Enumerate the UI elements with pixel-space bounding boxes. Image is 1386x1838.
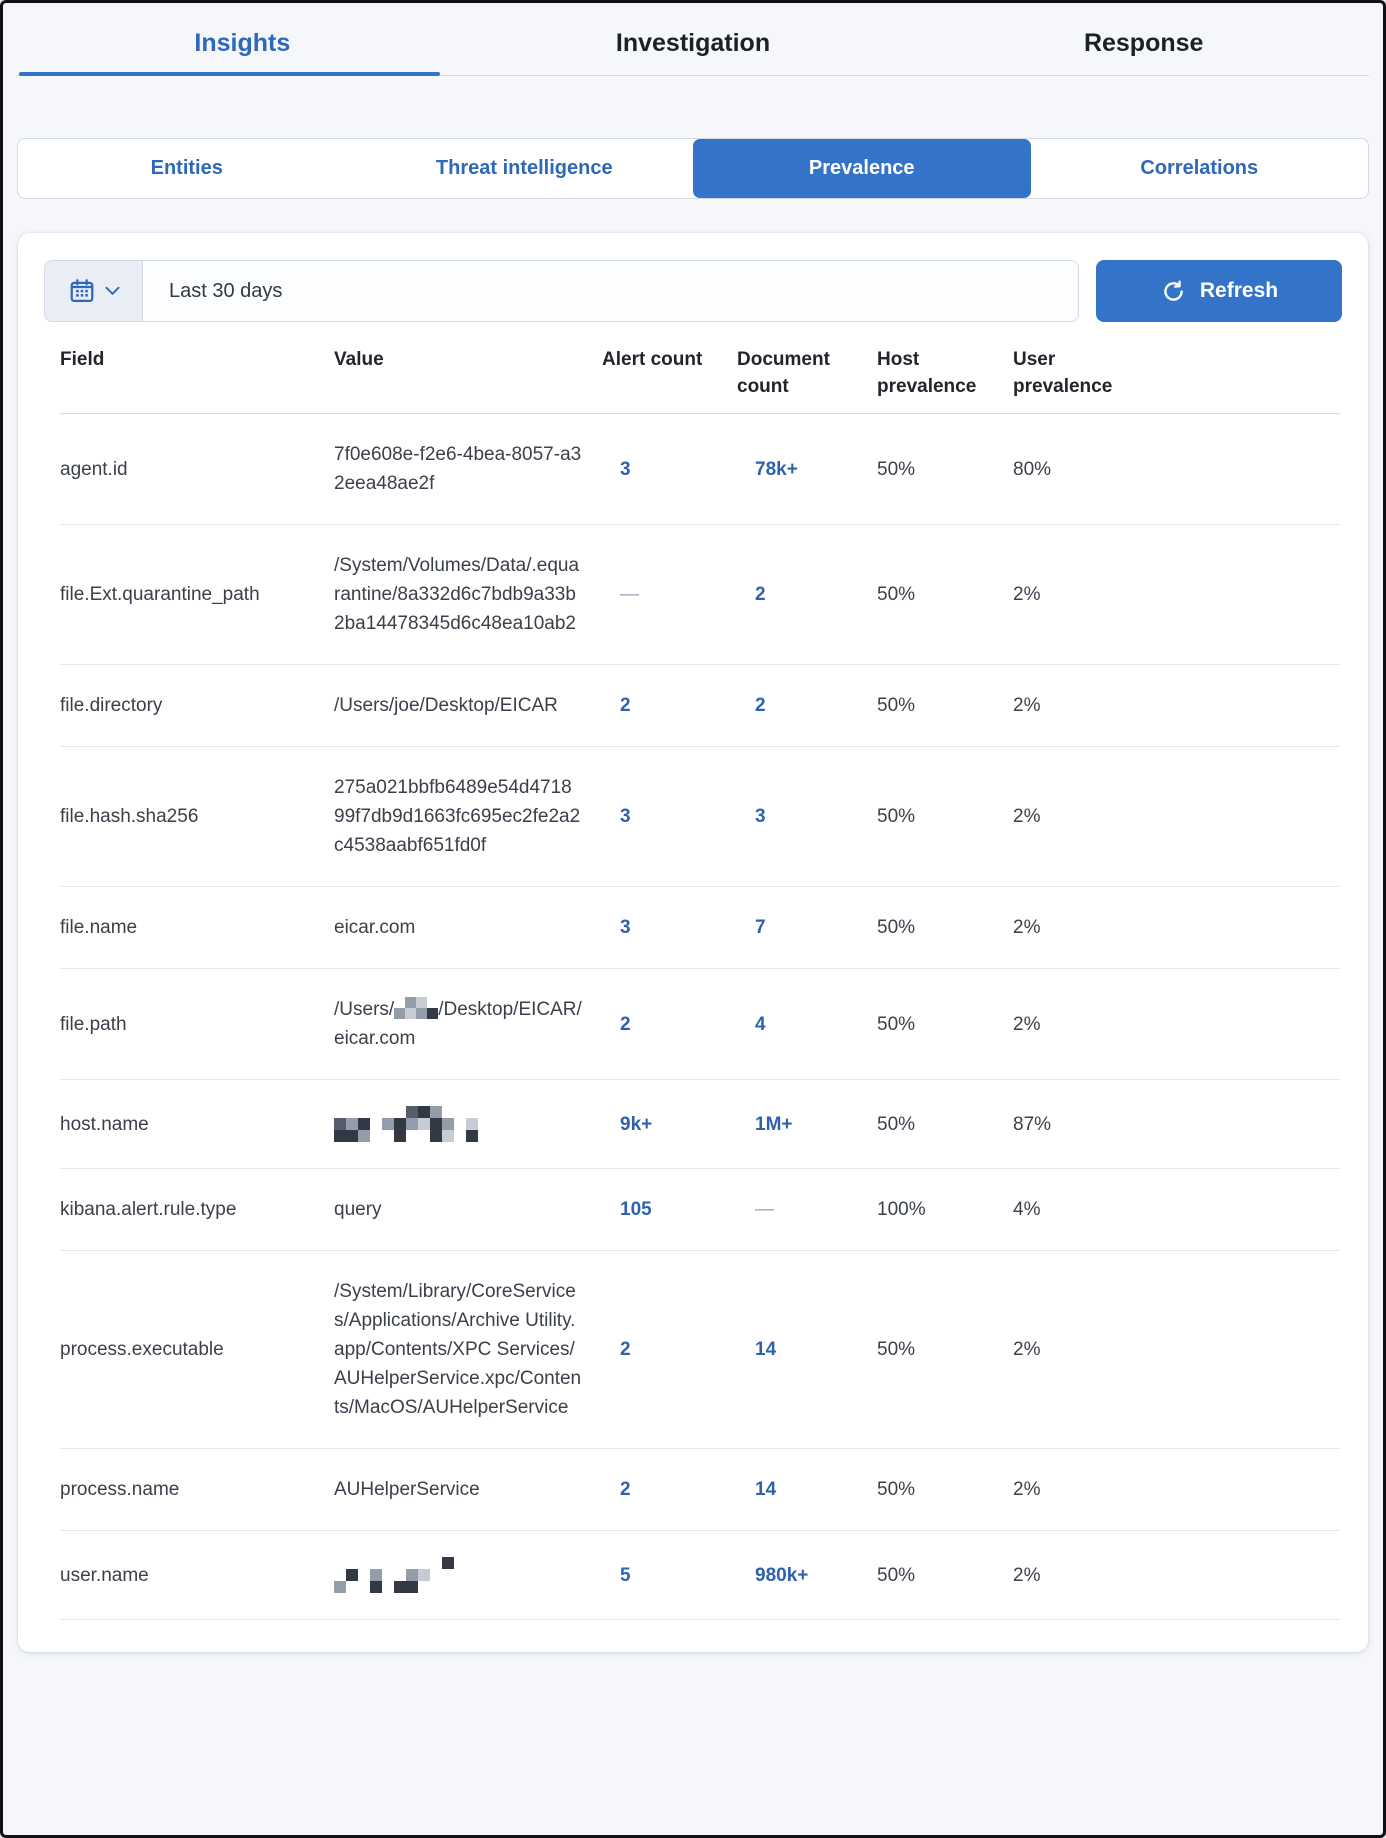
table-body	[60, 414, 1340, 1620]
value-text: /Users/joe/Desktop/EICAR	[334, 695, 558, 716]
value-text: /Users/	[334, 999, 395, 1020]
value-cell	[334, 1195, 582, 1224]
user-prevalence-cell: 2%	[1013, 917, 1041, 938]
column-header-user-prevalence: User prevalence	[1013, 349, 1113, 397]
alert-count-link[interactable]: 5	[620, 1564, 631, 1586]
redacted-host-value	[334, 1106, 490, 1142]
document-count-link[interactable]: 78k+	[755, 458, 798, 480]
alert-count-cell	[602, 913, 737, 942]
alert-count-link[interactable]: 2	[620, 1479, 631, 1500]
user-prevalence-cell: 2%	[1013, 695, 1041, 716]
controls-row	[44, 260, 1342, 322]
value-text: 7f0e608e-f2e6-4bea-8057-a32eea48ae2f	[334, 444, 582, 494]
user-prevalence-cell: 87%	[1013, 1113, 1052, 1135]
field-cell: host.name	[60, 1113, 149, 1135]
alert-count-cell	[602, 1195, 737, 1224]
tab-investigation[interactable]: Investigation	[615, 29, 771, 57]
table-row-user-name	[60, 1531, 1340, 1620]
user-prevalence-cell: 80%	[1013, 458, 1052, 480]
user-prevalence-cell: 2%	[1013, 806, 1041, 827]
alert-count-cell	[602, 1010, 737, 1039]
table-header-row	[60, 346, 1340, 414]
value-cell	[334, 1106, 582, 1142]
column-header-alert-count: Alert count	[602, 349, 703, 370]
table-row-agent-id	[60, 414, 1340, 525]
value-cell	[334, 913, 582, 942]
document-count-cell	[737, 1195, 877, 1224]
document-count-cell	[737, 1335, 877, 1364]
alert-count-cell	[602, 1335, 737, 1364]
field-cell: process.name	[60, 1479, 180, 1500]
alert-count-link[interactable]: 9k+	[620, 1113, 653, 1135]
host-prevalence-cell: 50%	[877, 917, 916, 938]
calendar-icon	[68, 277, 96, 305]
alert-count-cell	[602, 802, 737, 831]
alert-count-cell	[602, 691, 737, 720]
document-count-cell	[737, 580, 877, 609]
insights-tab-bar	[17, 29, 1369, 76]
value-text: /Desktop/EICAR/eicar.com	[334, 999, 582, 1049]
value-text: AUHelperService	[334, 1479, 480, 1500]
alert-count-link[interactable]: 3	[620, 917, 631, 938]
value-text: query	[334, 1199, 382, 1220]
date-range-value[interactable]: Last 30 days	[169, 279, 283, 302]
field-cell: process.executable	[60, 1339, 224, 1360]
subtab-correlations[interactable]: Correlations	[1140, 157, 1259, 179]
redacted-inline-value	[394, 997, 438, 1019]
document-count-link[interactable]: 14	[755, 1339, 777, 1360]
value-text: 275a021bbfb6489e54d471899f7db9d1663fc695ec2fe2a2c4538aabf651fd0f	[334, 777, 581, 856]
alert-count-cell	[602, 1110, 737, 1139]
host-prevalence-cell: 50%	[877, 1479, 916, 1500]
document-count-cell	[737, 1010, 877, 1039]
value-text: eicar.com	[334, 917, 416, 938]
refresh-icon	[1160, 278, 1187, 305]
alert-count-empty: —	[620, 584, 639, 605]
host-prevalence-cell: 100%	[877, 1199, 926, 1220]
date-picker-toggle[interactable]	[45, 261, 143, 321]
field-cell: user.name	[60, 1564, 149, 1586]
field-cell: file.name	[60, 917, 138, 938]
date-picker[interactable]	[44, 260, 1079, 322]
table-row-process-executable	[60, 1251, 1340, 1449]
refresh-button[interactable]	[1096, 260, 1342, 322]
value-cell	[334, 1475, 582, 1504]
value-cell	[334, 1277, 582, 1422]
alert-count-cell	[602, 455, 737, 484]
document-count-link[interactable]: 1M+	[755, 1113, 793, 1135]
tab-insights[interactable]: Insights	[17, 29, 468, 75]
host-prevalence-cell: 50%	[877, 1013, 916, 1035]
column-header-host-prevalence: Host prevalence	[877, 349, 977, 397]
value-text: /System/Library/CoreServices/Applications/Archive Utility.app/Contents/XPC Services/AUHelperService.xpc/Contents/MacOS/AUHelperService	[334, 1281, 582, 1418]
document-count-empty: —	[755, 1199, 774, 1220]
host-prevalence-cell: 50%	[877, 1113, 916, 1135]
field-cell: file.directory	[60, 695, 163, 716]
document-count-link[interactable]: 7	[755, 917, 766, 938]
redacted-user-value	[334, 1557, 454, 1593]
host-prevalence-cell: 50%	[877, 695, 916, 716]
column-header-value: Value	[334, 349, 384, 370]
document-count-link[interactable]: 2	[755, 584, 766, 605]
column-header-document-count: Document count	[737, 349, 830, 397]
value-cell	[334, 773, 582, 860]
host-prevalence-cell: 50%	[877, 584, 916, 605]
table-row-file-name	[60, 887, 1340, 969]
column-header-field: Field	[60, 349, 105, 370]
field-cell: file.hash.sha256	[60, 806, 199, 827]
alert-count-cell	[602, 580, 737, 609]
subtab-threat-intelligence[interactable]: Threat intelligence	[435, 157, 613, 179]
insights-subtabs	[17, 138, 1369, 199]
alert-count-link[interactable]: 3	[620, 806, 631, 827]
alert-count-link[interactable]: 2	[620, 1339, 631, 1360]
document-count-link[interactable]: 3	[755, 806, 766, 827]
value-cell	[334, 691, 582, 720]
subtab-entities[interactable]: Entities	[150, 157, 223, 179]
user-prevalence-cell: 2%	[1013, 1013, 1041, 1035]
value-cell	[334, 440, 582, 498]
document-count-cell	[737, 1561, 877, 1590]
document-count-cell	[737, 1110, 877, 1139]
alert-count-link[interactable]: 3	[620, 458, 631, 480]
value-cell	[334, 551, 582, 638]
table-row-file-path	[60, 969, 1340, 1080]
tab-response[interactable]: Response	[1083, 29, 1204, 57]
table-row-kibana-alert-rule-type	[60, 1169, 1340, 1251]
alert-count-cell	[602, 1561, 737, 1590]
chevron-down-icon	[105, 286, 120, 296]
alert-count-link[interactable]: 2	[620, 1013, 631, 1035]
table-row-file-hash-sha256	[60, 747, 1340, 887]
field-cell: file.path	[60, 1013, 127, 1035]
value-text: /System/Volumes/Data/.equarantine/8a332d6c7bdb9a33b2ba14478345d6c48ea10ab2	[334, 555, 580, 634]
field-cell: file.Ext.quarantine_path	[60, 584, 260, 605]
host-prevalence-cell: 50%	[877, 1339, 916, 1360]
document-count-link[interactable]: 4	[755, 1013, 766, 1035]
document-count-cell	[737, 802, 877, 831]
field-cell: kibana.alert.rule.type	[60, 1199, 237, 1220]
prevalence-panel	[18, 233, 1368, 1652]
table-row-process-name	[60, 1449, 1340, 1531]
refresh-label: Refresh	[1199, 279, 1279, 302]
alert-count-link[interactable]: 105	[620, 1199, 652, 1220]
alert-count-link[interactable]: 2	[620, 695, 631, 716]
user-prevalence-cell: 2%	[1013, 1479, 1041, 1500]
value-cell	[334, 1557, 582, 1593]
field-cell: agent.id	[60, 458, 128, 480]
table-row-file-directory	[60, 665, 1340, 747]
document-count-link[interactable]: 2	[755, 695, 766, 716]
user-prevalence-cell: 2%	[1013, 1339, 1041, 1360]
document-count-cell	[737, 691, 877, 720]
document-count-cell	[737, 455, 877, 484]
prevalence-table	[44, 346, 1342, 1620]
subtab-prevalence[interactable]: Prevalence	[693, 139, 1031, 198]
user-prevalence-cell: 4%	[1013, 1199, 1041, 1220]
user-prevalence-cell: 2%	[1013, 1564, 1041, 1586]
document-count-link[interactable]: 14	[755, 1479, 777, 1500]
table-row-file-ext-quarantine-path	[60, 525, 1340, 665]
host-prevalence-cell: 50%	[877, 1564, 916, 1586]
host-prevalence-cell: 50%	[877, 458, 916, 480]
alert-count-cell	[602, 1475, 737, 1504]
document-count-cell	[737, 913, 877, 942]
host-prevalence-cell: 50%	[877, 806, 916, 827]
user-prevalence-cell: 2%	[1013, 584, 1041, 605]
value-cell	[334, 995, 582, 1053]
document-count-link[interactable]: 980k+	[755, 1564, 809, 1586]
table-row-host-name	[60, 1080, 1340, 1169]
document-count-cell	[737, 1475, 877, 1504]
